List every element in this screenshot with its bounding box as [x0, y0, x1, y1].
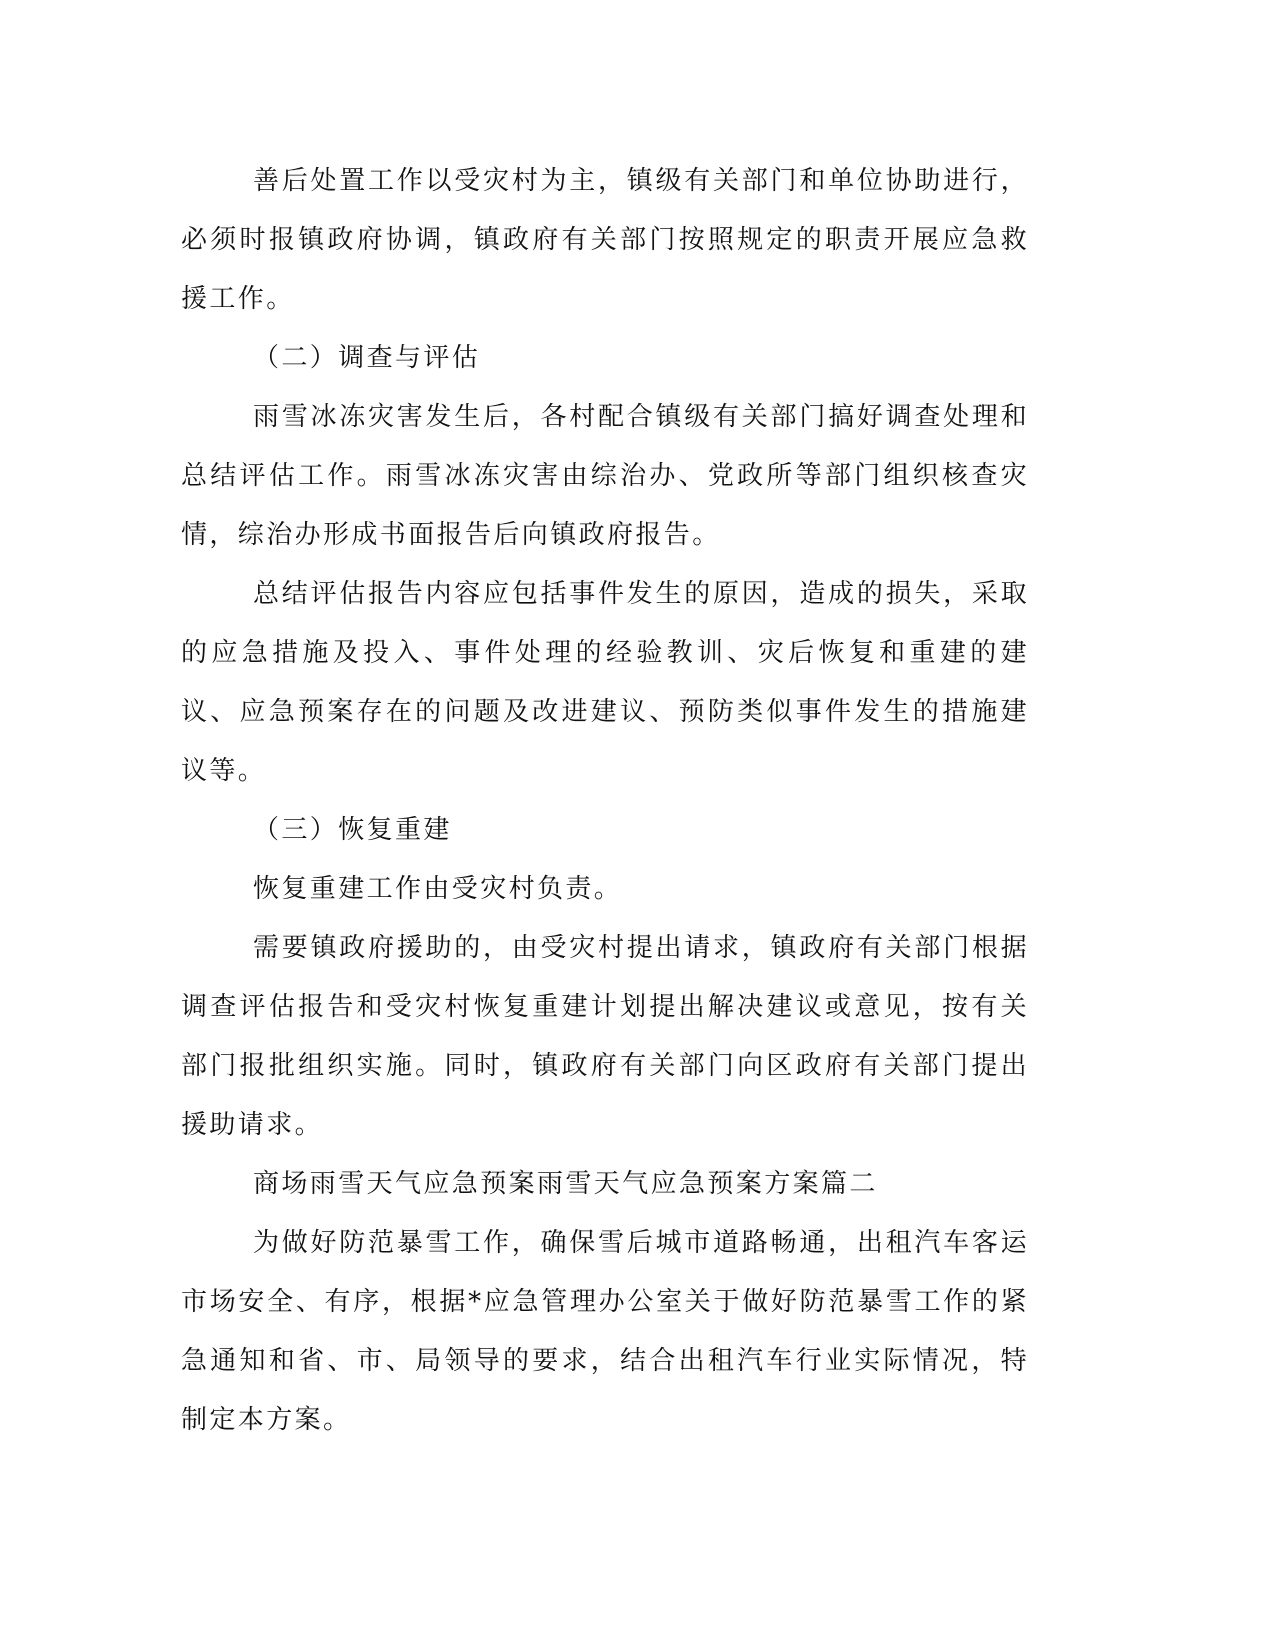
- paragraph-government-assistance: 需要镇政府援助的，由受灾村提出请求，镇政府有关部门根据调查评估报告和受灾村恢复重建计划提出解决建议或意见，按有关部门报批组织实施。同时，镇政府有关部门向区政府有关部门提出援助请求。: [181, 933, 1029, 1140]
- paragraph-aftermath-handling: 善后处置工作以受灾村为主，镇级有关部门和单位协助进行，必须时报镇政府协调，镇政府有关部门按照规定的职责开展应急救援工作。: [181, 166, 1029, 314]
- paragraph-reconstruction-responsibility: 恢复重建工作由受灾村负责。: [253, 874, 623, 904]
- paragraph-investigation: 雨雪冰冻灾害发生后，各村配合镇级有关部门搞好调查处理和总结评估工作。雨雪冰冻灾害由综治办、党政所等部门组织核查灾情，综治办形成书面报告后向镇政府报告。: [181, 402, 1029, 550]
- paragraph-part-two-title: 商场雨雪天气应急预案雨雪天气应急预案方案篇二: [253, 1169, 878, 1199]
- section-heading-investigation: （二）调查与评估: [253, 343, 481, 373]
- document-body: [181, 152, 1029, 1450]
- paragraph-snowstorm-plan-intro: 为做好防范暴雪工作，确保雪后城市道路畅通，出租汽车客运市场安全、有序，根据*应急管理办公室关于做好防范暴雪工作的紧急通知和省、市、局领导的要求，结合出租汽车行业实际情况，特制定本方案。: [181, 1228, 1029, 1435]
- section-heading-reconstruction: （三）恢复重建: [253, 815, 452, 845]
- paragraph-assessment-report: 总结评估报告内容应包括事件发生的原因，造成的损失，采取的应急措施及投入、事件处理的经验教训、灾后恢复和重建的建议、应急预案存在的问题及改进建议、预防类似事件发生的措施建议等。: [181, 579, 1029, 786]
